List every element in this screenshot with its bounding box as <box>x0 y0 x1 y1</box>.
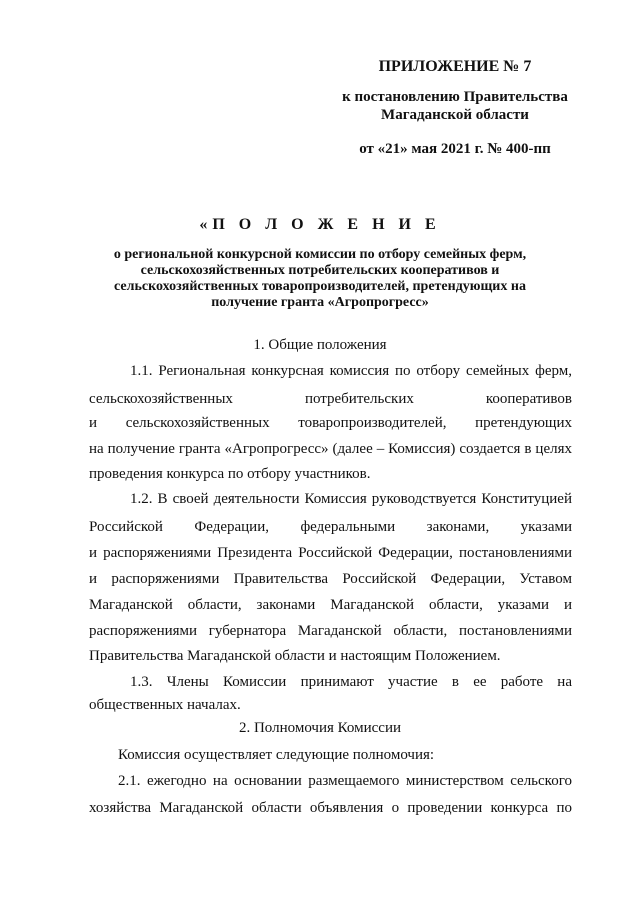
paragraph-line: сельскохозяйственных потребительских кооперативов <box>89 391 572 407</box>
paragraph-line: и распоряжениями Правительства Российской Федерации, Уставом <box>89 571 572 587</box>
paragraph-line: 1.3. Члены Комиссии принимают участие в ее работе на <box>130 674 572 690</box>
paragraph-line: 2.1. ежегодно на основании размещаемого министерством сельского <box>118 773 572 789</box>
paragraph-line: Магаданской области, законами Магаданской области, указами и <box>89 597 572 613</box>
paragraph-line: распоряжениями губернатора Магаданской области, постановлениями <box>89 623 572 639</box>
paragraph-line: проведения конкурса по отбору участников. <box>89 466 371 482</box>
paragraph-line: общественных началах. <box>89 697 241 713</box>
paragraph-line: хозяйства Магаданской области объявления о проведении конкурса по <box>89 800 572 816</box>
appendix-date: от «21» мая 2021 г. № 400-пп <box>359 141 551 157</box>
subtitle-line: сельскохозяйственных потребительских кооперативов и <box>140 263 500 278</box>
document-subtitle <box>95 247 545 311</box>
paragraph-line: и сельскохозяйственных товаропроизводителей, претендующих <box>89 415 572 431</box>
section-heading-general: 1. Общие положения <box>253 337 387 353</box>
paragraph-line: на получение гранта «Агропрогресс» (далее – Комиссия) создается в целях <box>89 441 572 457</box>
subtitle-line: о региональной конкурсной комиссии по отбору семейных ферм, <box>113 247 527 262</box>
subtitle-line: сельскохозяйственных товаропроизводителей, претендующих на <box>114 279 526 294</box>
paragraph-line: Правительства Магаданской области и настоящим Положением. <box>89 648 501 664</box>
paragraph-line: и распоряжениями Президента Российской Федерации, постановлениями <box>89 545 572 561</box>
appendix-region-line: Магаданской области <box>381 107 529 123</box>
paragraph-line: 1.2. В своей деятельности Комиссия руководствуется Конституцией <box>130 491 572 507</box>
document-title: «П О Л О Ж Е Н И Е <box>199 216 441 233</box>
subtitle-line: получение гранта «Агропрогресс» <box>211 295 429 310</box>
paragraph-line: Российской Федерации, федеральными законами, указами <box>89 519 572 535</box>
appendix-resolution-line: к постановлению Правительства <box>342 89 568 105</box>
paragraph-line: Комиссия осуществляет следующие полномочия: <box>118 747 435 763</box>
appendix-title: ПРИЛОЖЕНИЕ № 7 <box>378 58 532 75</box>
section-heading-powers: 2. Полномочия Комиссии <box>238 720 402 736</box>
paragraph-line: 1.1. Региональная конкурсная комиссия по отбору семейных ферм, <box>130 363 572 379</box>
